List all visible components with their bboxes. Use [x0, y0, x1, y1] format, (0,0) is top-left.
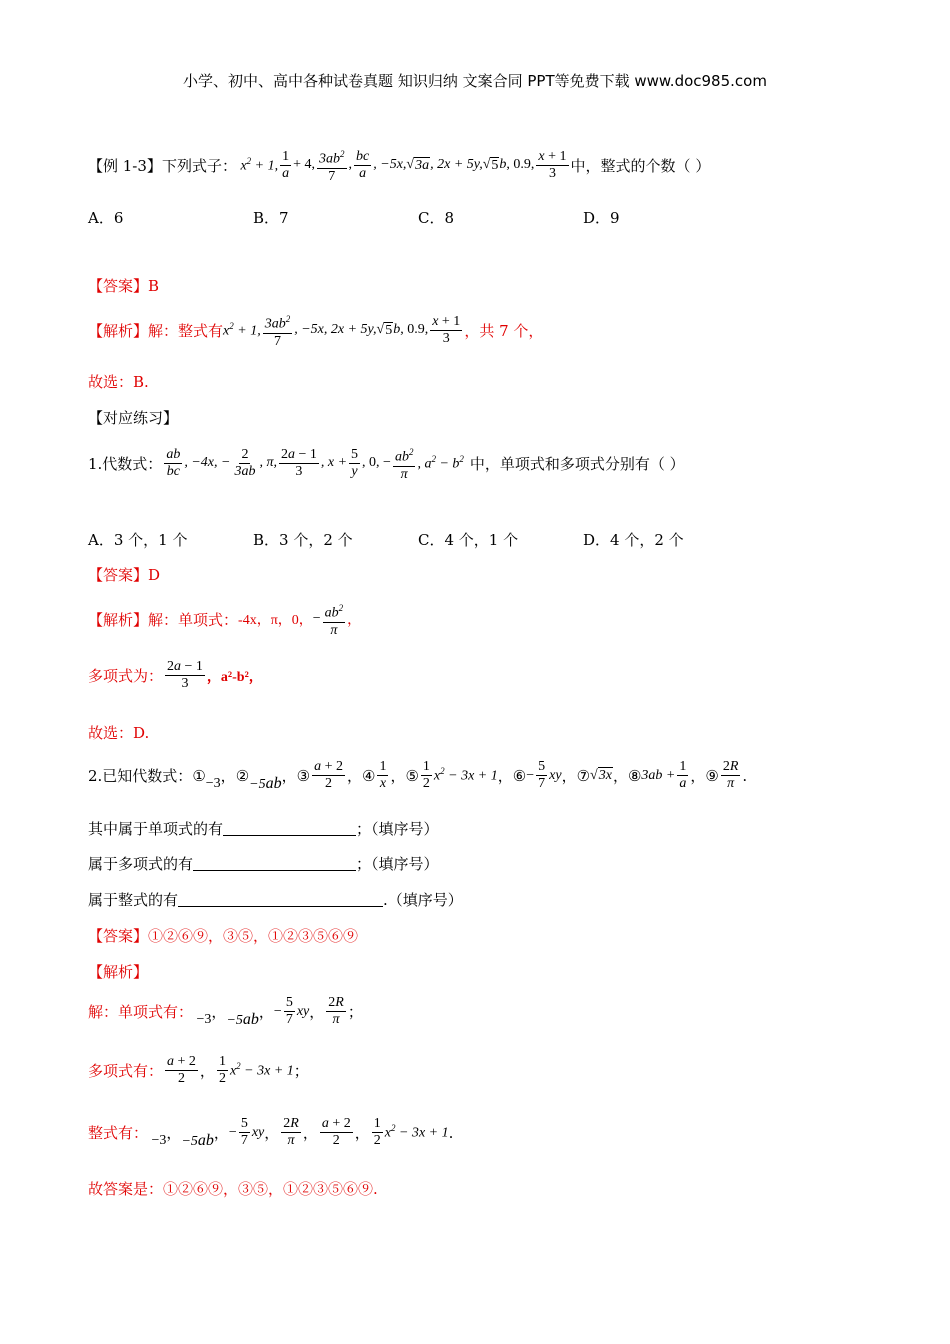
option-b: B．7: [253, 209, 289, 227]
analysis-tag: 【解析】: [88, 321, 149, 340]
q2-prefix: 2.已知代数式：: [88, 767, 193, 785]
example-analysis: [88, 311, 543, 350]
math-text: −: [312, 611, 321, 627]
q2-poly: [88, 1054, 309, 1087]
expression-list: $x^2 + 1$,: [236, 156, 279, 174]
fraction: $\frac{5}{y}$: [351, 446, 359, 479]
q1-question: [88, 444, 685, 483]
fraction: $\frac{2R}{\pi}$: [328, 995, 344, 1027]
q2-mono: [88, 995, 363, 1028]
q1-poly: [88, 659, 263, 692]
separator: ，: [561, 767, 577, 785]
sqrt: √ 3a: [406, 157, 430, 173]
separator: ，: [211, 1003, 227, 1021]
separator: .: [742, 766, 748, 785]
separator: ，: [213, 1124, 229, 1142]
math-text: xy: [251, 1124, 265, 1140]
sqrt: √ 5 b: [376, 322, 401, 338]
q1-prefix: 1.代数式：: [88, 454, 163, 473]
fraction: $\frac{a + 2}{2}$: [314, 759, 343, 791]
sqrt: √ 3x: [590, 767, 612, 783]
fraction: $\frac{2a - 1}{3}$: [167, 659, 203, 691]
label: ⑦: [576, 766, 591, 785]
separator: ，: [264, 1124, 280, 1142]
example-conclusion: 故选：B.: [88, 373, 149, 391]
mono-text: -4x，π，0，: [238, 613, 313, 629]
fraction: $\frac{x + 1}{3}$: [538, 148, 567, 181]
answer-blank: [193, 856, 356, 871]
question-suffix: 中，整式的个数（ ）: [570, 156, 711, 175]
poly-prefix: 多项式为：: [88, 667, 164, 685]
q2-conclusion: 故答案是：①②⑥⑨，③⑤，①②③⑤⑥⑨.: [88, 1180, 378, 1198]
separator: ，: [258, 1003, 274, 1021]
q2-fill-1: [88, 818, 439, 839]
fraction: $\frac{3ab^2}{7}$: [263, 311, 293, 350]
mono-prefix: 解：单项式有：: [88, 1003, 194, 1021]
fill-suffix: ；（填序号）: [356, 820, 439, 838]
int-prefix: 整式有：: [88, 1124, 149, 1142]
fill-label: 其中属于单项式的有: [88, 820, 224, 838]
math-text: $x^2 - 3x + 1$: [433, 766, 498, 784]
fraction: $\frac{2R}{\pi}$: [722, 759, 739, 791]
q1-option-b: B．3 个，2 个: [253, 531, 353, 549]
fraction: $\frac{1}{2}$: [218, 1054, 226, 1086]
fraction: $\frac{a + 2}{2}$: [167, 1054, 196, 1086]
separator: .: [448, 1123, 454, 1142]
q1-conclusion: 故选：D.: [88, 724, 150, 742]
math-text: , −4x, −: [184, 455, 231, 471]
q2-integral: [88, 1116, 453, 1149]
fraction: $\frac{1}{a}$: [282, 148, 290, 181]
q1-option-a: A．3 个，1 个: [88, 531, 188, 549]
q1-option-d: D．4 个，2 个: [583, 531, 684, 549]
answer-blank: [223, 821, 356, 836]
label: ①: [192, 766, 206, 785]
analysis-tag: 【解析】: [88, 610, 149, 629]
label: ⑧: [627, 766, 642, 785]
fraction: $\frac{5}{7}$: [240, 1116, 248, 1148]
math-text: , −5x, 2x + 5y,: [294, 322, 377, 338]
option-c: C．8: [418, 209, 455, 227]
math-text: 3ab +: [641, 767, 676, 783]
fraction: $\frac{5}{7}$: [538, 759, 546, 791]
label: ⑤: [405, 766, 419, 785]
fraction: $\frac{x + 1}{3}$: [432, 313, 461, 346]
page-header: 小学、初中、高中各种试卷真题 知识归纳 文案合同 PPT等免费下载 www.doc985.com: [183, 72, 767, 90]
q1-answer: 【答案】D: [88, 566, 161, 584]
math-text: , π,: [259, 455, 277, 471]
math-text: xy: [296, 1003, 310, 1019]
math-text: + 4,: [293, 157, 316, 173]
math-text: $x^2 + 1$,: [223, 321, 261, 339]
example-tag: 【例 1-3】: [88, 156, 162, 175]
math-text: ，: [347, 613, 362, 629]
math-text: −3: [193, 1011, 212, 1027]
fraction: $\frac{2R}{\pi}$: [283, 1116, 299, 1148]
label: ②: [235, 766, 250, 785]
separator: ，: [166, 1124, 182, 1142]
q1-option-c: C．4 个，1 个: [418, 531, 519, 549]
analysis-suffix: ，共 7 个，: [464, 321, 544, 340]
math-text: −: [228, 1124, 237, 1140]
math-text: −5ab: [181, 1131, 214, 1149]
fraction: $\frac{1}{x}$: [379, 759, 387, 791]
separator: ，: [690, 767, 706, 785]
fraction: $\frac{bc}{a}$: [356, 148, 370, 181]
option-d: D．9: [583, 209, 620, 227]
q2-fill-2: [88, 853, 439, 874]
separator: ，: [302, 1124, 318, 1142]
fraction: $\frac{1}{2}$: [422, 759, 430, 791]
separator: ，: [354, 1124, 370, 1142]
separator: ，: [497, 767, 513, 785]
fraction: $\frac{5}{7}$: [285, 995, 293, 1027]
fraction: $\frac{1}{a}$: [679, 759, 687, 791]
fraction: $\frac{ab^2}{\pi}$: [393, 444, 416, 483]
q1-suffix: 中，单项式和多项式分别有（ ）: [469, 454, 685, 473]
fraction: $\frac{1}{2}$: [373, 1116, 381, 1148]
q2-question: [88, 759, 747, 792]
separator: ；: [293, 1062, 309, 1080]
separator: ，: [199, 1062, 215, 1080]
fill-suffix: ；（填序号）: [356, 855, 439, 873]
fill-label: 属于整式的有: [88, 891, 179, 909]
fraction: $\frac{3ab^2}{7}$: [317, 146, 347, 185]
fraction: $\frac{2a - 1}{3}$: [280, 446, 317, 479]
q2-analysis-tag: 【解析】: [88, 963, 149, 981]
math-text: , 0.9,: [400, 322, 429, 338]
label: ④: [361, 766, 376, 785]
answer-blank: [178, 892, 383, 907]
question-prefix: 下列式子：: [161, 156, 237, 175]
separator: ，: [281, 767, 297, 785]
label: ⑥: [512, 766, 527, 785]
fill-suffix: .（填序号）: [383, 891, 463, 909]
math-text: xy: [549, 767, 562, 783]
math-text: , $a^2 - b^2$: [417, 454, 464, 472]
fraction: $\frac{a + 2}{2}$: [321, 1116, 351, 1148]
math-text: −3: [148, 1132, 167, 1148]
math-text: $x^2 - 3x + 1$: [384, 1123, 449, 1141]
example-answer: 【答案】B: [88, 277, 160, 295]
analysis-prefix: 解：单项式：: [148, 610, 239, 629]
fraction: $\frac{2}{3ab}$: [234, 446, 256, 479]
q1-analysis: [88, 600, 361, 639]
label: ⑨: [705, 766, 719, 785]
separator: ，: [612, 767, 628, 785]
practice-title: 【对应练习】: [88, 409, 179, 427]
q2-answer: 【答案】①②⑥⑨，③⑤，①②③⑤⑥⑨: [88, 927, 359, 945]
fraction: $\frac{ab^2}{\pi}$: [323, 600, 346, 639]
separator: ，: [346, 767, 362, 785]
math-text: , 2x + 5y,: [430, 157, 483, 173]
q2-fill-3: [88, 889, 463, 910]
math-text: −: [273, 1003, 282, 1019]
separator: ；: [347, 1003, 363, 1021]
math-text: −5ab: [249, 774, 282, 792]
poly-prefix: 多项式有：: [88, 1062, 164, 1080]
math-text: −: [526, 767, 535, 783]
poly-text: ，a²-b²，: [206, 669, 263, 685]
math-text: , −5x,: [373, 157, 407, 173]
sqrt: √ 5 b: [482, 157, 507, 173]
analysis-prefix: 解：整式有: [148, 321, 224, 340]
example-1-3-question: [88, 146, 710, 185]
math-text: $x^2 - 3x + 1$: [229, 1061, 294, 1079]
math-text: −5ab: [226, 1010, 259, 1028]
separator: ，: [390, 767, 406, 785]
math-text: ,: [348, 157, 353, 173]
option-a: A．6: [88, 209, 124, 227]
fill-label: 属于多项式的有: [88, 855, 194, 873]
math-text: , 0.9,: [506, 157, 535, 173]
separator: ，: [309, 1003, 325, 1021]
math-text: −3: [205, 775, 221, 791]
separator: ，: [220, 767, 236, 785]
fraction: $\frac{ab}{bc}$: [166, 446, 181, 479]
math-text: , x +: [320, 455, 348, 471]
label: ③: [296, 766, 311, 785]
math-text: , 0, −: [362, 455, 391, 471]
